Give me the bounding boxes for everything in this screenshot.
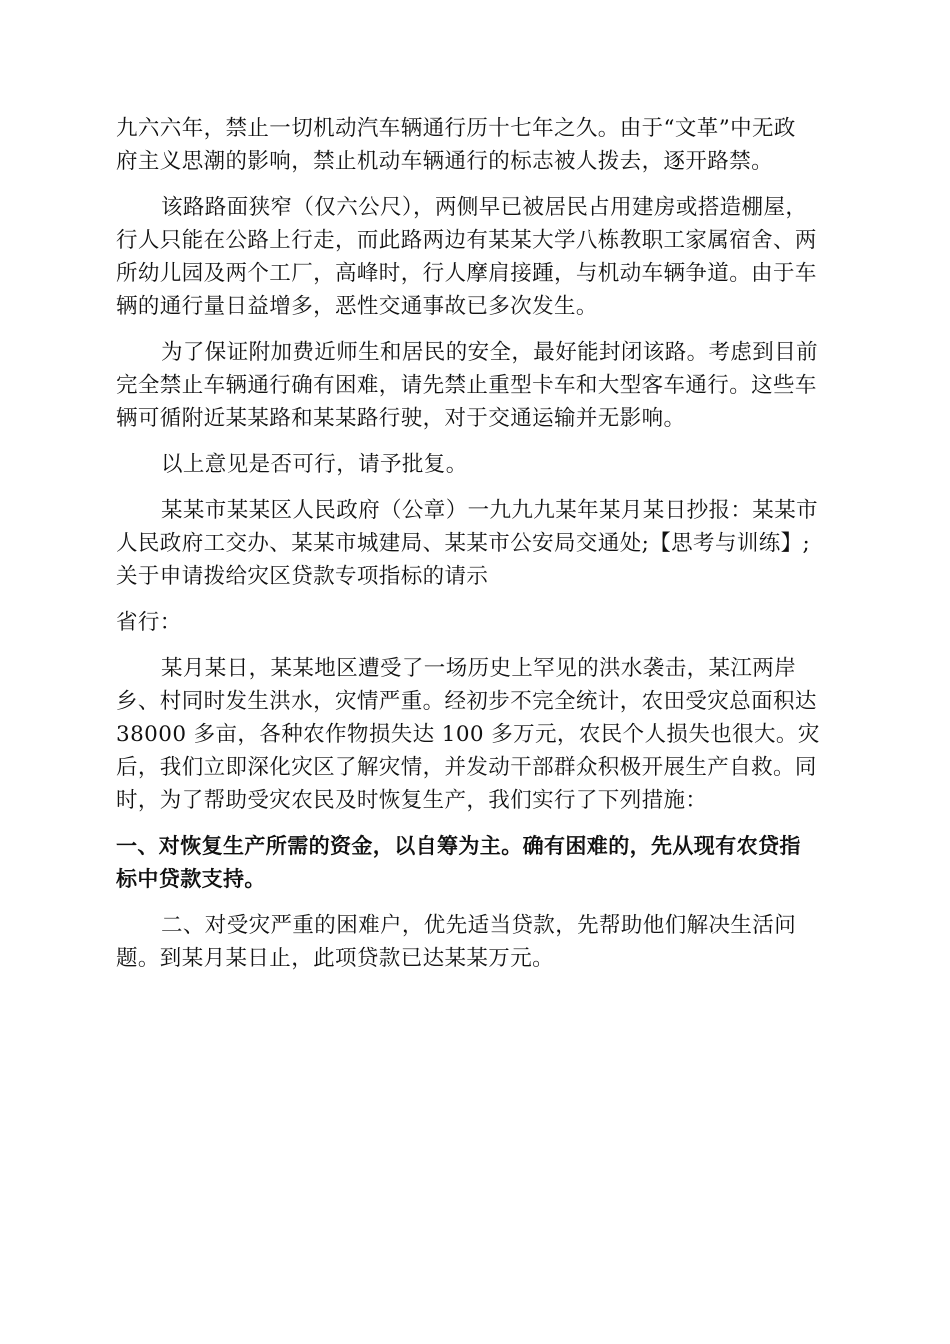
text-line: 以上意见是否可行，请予批复。 xyxy=(161,452,468,477)
text-line: 辆的通行量日益增多，恶性交通事故已多次发生。 xyxy=(116,294,598,319)
paragraph-measure-one xyxy=(116,830,838,896)
text-line: 完全禁止车辆通行确有困难，请先禁止重型卡车和大型客车通行。这些车 xyxy=(116,373,817,398)
paragraph-signature xyxy=(116,494,838,593)
paragraph-closing xyxy=(116,448,838,481)
paragraph-measure-two xyxy=(116,909,838,975)
paragraph-request xyxy=(116,336,838,435)
text-line: 为了保证附加费近师生和居民的安全，最好能封闭该路。考虑到目前 xyxy=(161,340,819,365)
text-line: 题。到某月某日止，此项贷款已达某某万元。 xyxy=(116,946,555,971)
paragraph-flood-report xyxy=(116,652,838,817)
text-line: 省行： xyxy=(116,610,182,635)
text-line: 行人只能在公路上行走，而此路两边有某某大学八栋教职工家属宿舍、两 xyxy=(116,228,817,253)
paragraph-road-condition xyxy=(116,191,838,323)
text-line: 人民政府工交办、某某市城建局、某某市公安局交通处;【思考与训练】; xyxy=(116,531,811,556)
paragraph-salutation xyxy=(116,606,838,639)
text-line: 该路路面狭窄（仅六公尺），两侧早已被居民占用建房或搭造棚屋， xyxy=(161,195,808,220)
text-line: 辆可循附近某某路和某某路行驶，对于交通运输并无影响。 xyxy=(116,406,686,431)
text-line: 后，我们立即深化灾区了解灾情，并发动干部群众积极开展生产自救。同 xyxy=(116,755,817,780)
text-line: 标中贷款支持。 xyxy=(116,867,266,891)
text-line: 府主义思潮的影响，禁止机动车辆通行的标志被人拨去，逐开路禁。 xyxy=(116,149,774,174)
text-line: 乡、村同时发生洪水，灾情严重。经初步不完全统计，农田受灾总面积达 xyxy=(116,689,817,714)
text-line: 九六六年，禁止一切机动汽车辆通行历十七年之久。由于“文革”中无政 xyxy=(116,116,796,141)
text-line: 二、对受灾严重的困难户，优先适当贷款，先帮助他们解决生活问 xyxy=(161,913,797,938)
text-line: 一、对恢复生产所需的资金，以自筹为主。确有困难的，先从现有农贷指 xyxy=(116,834,801,858)
text-line: 某某市某某区人民政府（公章）一九九九某年某月某日抄报：某某市 xyxy=(161,498,819,523)
text-line: 某月某日，某某地区遭受了一场历史上罕见的洪水袭击，某江两岸 xyxy=(161,656,797,681)
text-line: 关于申请拨给灾区贷款专项指标的请示 xyxy=(116,564,489,589)
text-line: 38000 多亩，各种农作物损失达 100 多万元，农民个人损失也很大。灾 xyxy=(116,722,820,747)
document-page xyxy=(116,112,838,988)
text-line: 时，为了帮助受灾农民及时恢复生产，我们实行了下列措施： xyxy=(116,788,708,813)
text-line: 所幼儿园及两个工厂，高峰时，行人摩肩接踵，与机动车辆争道。由于车 xyxy=(116,261,817,286)
paragraph-road-history xyxy=(116,112,838,178)
